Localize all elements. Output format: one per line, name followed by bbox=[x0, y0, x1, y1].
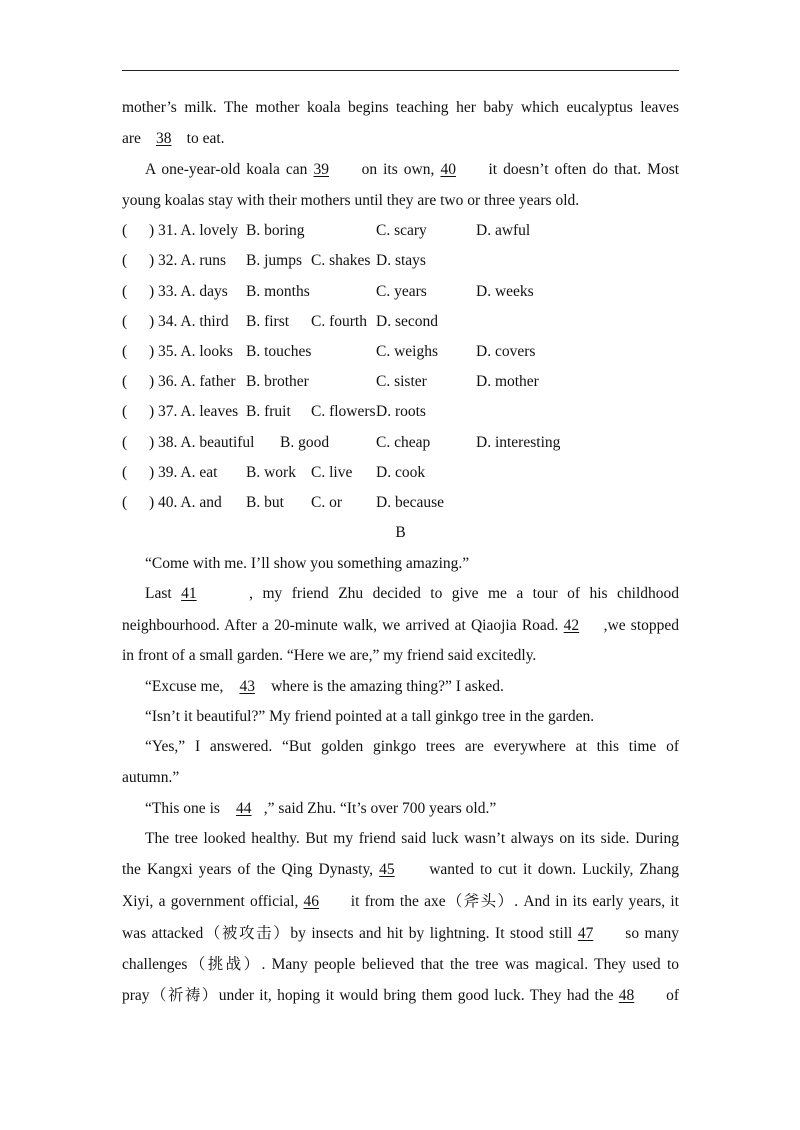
passage-line: neighbourhood. After a 20-minute walk, we arrived at Qiaojia Road. 42 ,we stopped bbox=[122, 617, 680, 634]
question-36: ( ) 36. A. father B. brother C. sister D. mother bbox=[122, 373, 539, 390]
blank-48: 48 bbox=[618, 987, 635, 1004]
passage-line: The tree looked healthy. But my friend said luck wasn’t always on its side. During bbox=[145, 830, 679, 847]
blank-38: 38 bbox=[156, 130, 172, 147]
passage-line: was attacked（被攻击）by insects and hit by lightning. It stood still 47 so many bbox=[122, 925, 679, 942]
passage-line: “This one is 44 ,” said Zhu. “It’s over 700 years old.” bbox=[145, 800, 497, 817]
passage-line: young koalas stay with their mothers until they are two or three years old. bbox=[122, 192, 580, 209]
passage-line: “Excuse me, 43 where is the amazing thing?” I asked. bbox=[145, 678, 504, 695]
question-34: ( ) 34. A. third B. first C. fourth D. second bbox=[122, 313, 438, 330]
question-35: ( ) 35. A. looks B. touches C. weighs D. covers bbox=[122, 343, 536, 360]
passage-line: Last 41 , my friend Zhu decided to give me a tour of his childhood bbox=[145, 585, 680, 602]
passage-line: “Come with me. I’ll show you something amazing.” bbox=[145, 555, 470, 572]
blank-44: 44 bbox=[236, 800, 252, 817]
question-31: ( ) 31. A. lovely B. boring C. scary D. awful bbox=[122, 222, 531, 239]
blank-45: 45 bbox=[379, 861, 395, 878]
passage-line: “Yes,” I answered. “But golden ginkgo trees are everywhere at this time of bbox=[145, 738, 679, 755]
passage-line: the Kangxi years of the Qing Dynasty, 45 wanted to cut it down. Luckily, Zhang bbox=[122, 861, 679, 878]
passage-line: challenges（挑战）. Many people believed that the tree was magical. They used to bbox=[122, 956, 679, 973]
blank-43: 43 bbox=[239, 678, 255, 695]
question-39: ( ) 39. A. eat B. work C. live D. cook bbox=[122, 464, 426, 481]
passage-line: Xiyi, a government official, 46 it from the axe（斧头）. And in its early years, it bbox=[122, 893, 679, 910]
passage-line: autumn.” bbox=[122, 769, 180, 786]
blank-47: 47 bbox=[577, 925, 594, 942]
passage-line: are 38 to eat. bbox=[122, 130, 225, 147]
passage-line: in front of a small garden. “Here we are,” my friend said excitedly. bbox=[122, 647, 537, 664]
question-33: ( ) 33. A. days B. months C. years D. weeks bbox=[122, 283, 534, 300]
passage-line: mother’s milk. The mother koala begins teaching her baby which eucalyptus leaves bbox=[122, 99, 679, 116]
blank-46: 46 bbox=[303, 893, 320, 910]
blank-40: 40 bbox=[440, 161, 456, 178]
blank-39: 39 bbox=[313, 161, 329, 178]
question-38: ( ) 38. A. beautiful B. good C. cheap D. interesting bbox=[122, 434, 561, 451]
blank-41: 41 bbox=[181, 585, 197, 602]
header-rule bbox=[122, 70, 679, 71]
passage-line: pray（祈祷）under it, hoping it would bring them good luck. They had the 48 of bbox=[122, 987, 679, 1004]
passage-line: “Isn’t it beautiful?” My friend pointed at a tall ginkgo tree in the garden. bbox=[145, 708, 595, 725]
section-heading: B bbox=[395, 524, 406, 541]
question-40: ( ) 40. A. and B. but C. or D. because bbox=[122, 494, 444, 511]
question-37: ( ) 37. A. leaves B. fruit C. flowers D. roots bbox=[122, 403, 426, 420]
blank-42: 42 bbox=[563, 617, 580, 634]
passage-line: A one-year-old koala can 39 on its own, 40 it doesn’t often do that. Most bbox=[145, 161, 680, 178]
question-32: ( ) 32. A. runs B. jumps C. shakes D. stays bbox=[122, 252, 426, 269]
